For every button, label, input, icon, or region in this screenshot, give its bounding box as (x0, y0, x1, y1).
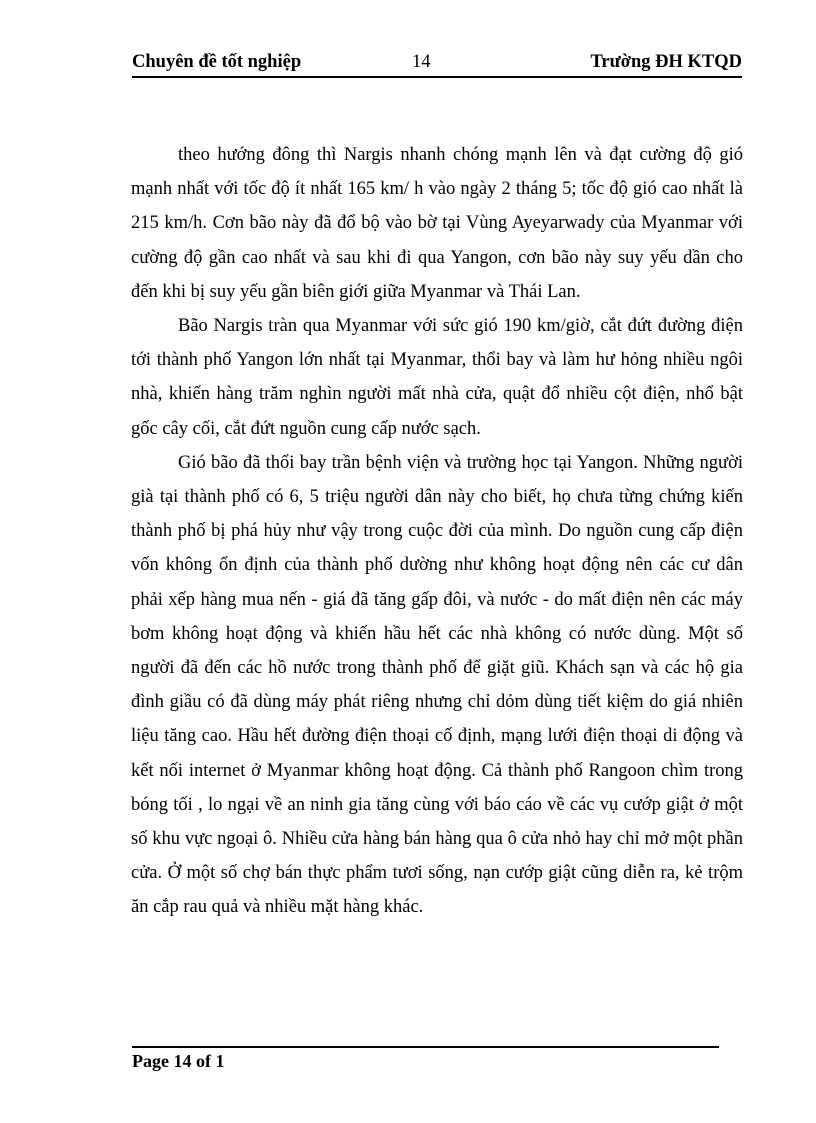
page-footer (132, 1046, 719, 1072)
header-school-name: Trường ĐH KTQD (590, 52, 742, 72)
page-header (132, 52, 742, 78)
paragraph-2: Bão Nargis tràn qua Myanmar với sức gió 190 km/giờ, cắt đứt đường điện tới thành phố Yangon lớn nhất tại Myanmar, thổi bay và làm hư hỏng nhiều ngôi nhà, khiến hàng trăm nghìn người mất nhà cửa, quật đổ nhiều cột điện, nhổ bật gốc cây cối, cắt đứt nguồn cung cấp nước sạch. (131, 316, 743, 439)
paragraph-3: Gió bão đã thổi bay trần bệnh viện và trường học tại Yangon. Những người già tại thành phố có 6, 5 triệu người dân này cho biết, họ chưa từng chứng kiến thành phố bị phá hủy như vậy trong cuộc đời của mình. Do nguồn cung cấp điện vốn không ổn định của thành phố dường như không hoạt động nên các cư dân phải xếp hàng mua nến - giá đã tăng gấp đôi, và nước - do mất điện nên các máy bơm không hoạt động và khiến hầu hết các nhà không có nước dùng. Một số người đã đến các hồ nước trong thành phố để giặt giũ. Khách sạn và các hộ gia đình giầu có đã dùng máy phát riêng nhưng chỉ dỏm dùng tiết kiệm do giá nhiên liệu tăng cao. Hầu hết đường điện thoại cố định, mạng lưới điện thoại di động và kết nối internet ở Myanmar không hoạt động. Cả thành phố Rangoon chìm trong bóng tối , lo ngại về an ninh gia tăng cùng với báo cáo về các vụ cướp giật ở một số khu vực ngoại ô. Nhiều cửa hàng bán hàng qua ô cửa nhỏ hay chỉ mở một phần cửa. Ở một số chợ bán thực phẩm tươi sống, nạn cướp giật cũng diễn ra, kẻ trộm ăn cắp rau quả và nhiều mặt hàng khác. (131, 452, 743, 918)
paragraph-1: theo hướng đông thì Nargis nhanh chóng mạnh lên và đạt cường độ gió mạnh nhất với tốc độ ít nhất 165 km/ h vào ngày 2 tháng 5; tốc độ gió cao nhất là 215 km/h. Cơn bão này đã đổ bộ vào bờ tại Vùng Ayeyarwady của Myanmar với cường độ gần cao nhất và sau khi đi qua Yangon, cơn bão này suy yếu dần cho đến khi bị suy yếu gần biên giới giữa Myanmar và Thái Lan. (131, 145, 743, 302)
footer-page-label: Page 14 of 1 (132, 1051, 225, 1071)
header-page-number: 14 (412, 52, 431, 72)
document-body (131, 138, 743, 925)
header-document-title: Chuyên đề tốt nghiệp (132, 52, 302, 72)
